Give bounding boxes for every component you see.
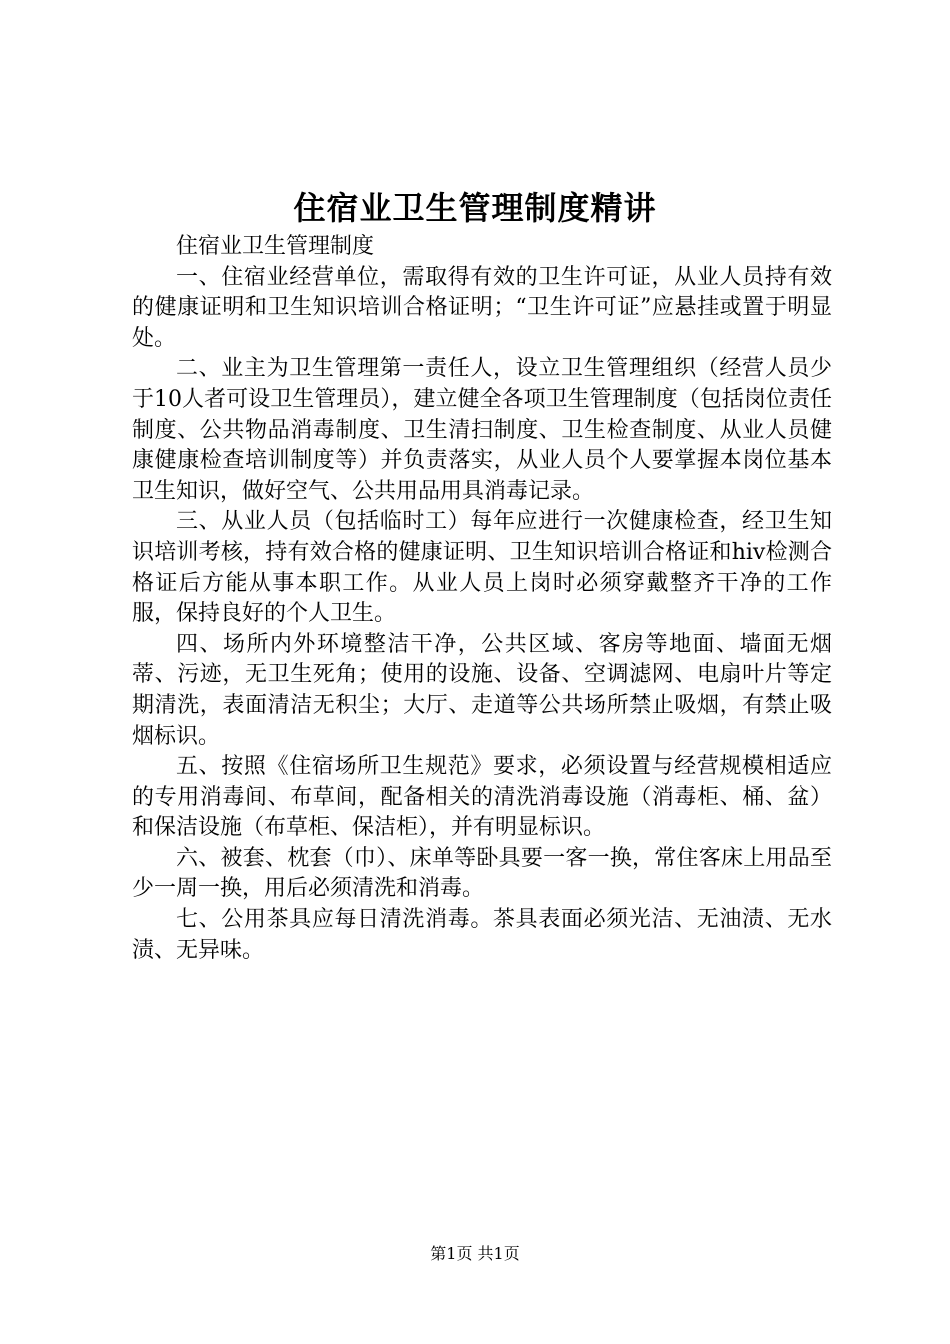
- paragraph-2: 二、业主为卫生管理第一责任人，设立卫生管理组织（经营人员少于10人者可设卫生管理员），建立健全各项卫生管理制度（包括岗位责任制度、公共物品消毒制度、卫生清扫制度、卫生检查制度、从业人员健康健康检查培训制度等）并负责落实，从业人员个人要掌握本岗位基本卫生知识，做好空气、公共用品用具消毒记录。: [132, 356, 832, 504]
- paragraph-5: 五、按照《住宿场所卫生规范》要求，必须设置与经营规模相适应的专用消毒间、布草间，配备相关的清洗消毒设施（消毒柜、桶、盆）和保洁设施（布草柜、保洁柜），并有明显标识。: [132, 754, 832, 841]
- paragraph-7: 七、公用茶具应每日清洗消毒。茶具表面必须光洁、无油渍、无水渍、无异味。: [132, 907, 832, 963]
- page-footer: 第1页 共1页: [430, 1244, 520, 1263]
- paragraph-4: 四、场所内外环境整洁干净，公共区域、客房等地面、墙面无烟蒂、污迹，无卫生死角；使用的设施、设备、空调滤网、电扇叶片等定期清洗，表面清洁无积尘；大厅、走道等公共场所禁止吸烟，有禁止吸烟标识。: [132, 631, 832, 749]
- paragraph-3: 三、从业人员（包括临时工）每年应进行一次健康检查，经卫生知识培训考核，持有效合格的健康证明、卫生知识培训合格证和hiv检测合格证后方能从事本职工作。从业人员上岗时必须穿戴整齐干净的工作服，保持良好的个人卫生。: [132, 509, 832, 627]
- document-subtitle: 住宿业卫生管理制度: [176, 234, 375, 259]
- paragraph-1: 一、住宿业经营单位，需取得有效的卫生许可证，从业人员持有效的健康证明和卫生知识培训合格证明；“卫生许可证”应悬挂或置于明显处。: [132, 264, 832, 351]
- document-body: [132, 232, 832, 966]
- paragraph-6: 六、被套、枕套（巾）、床单等卧具要一客一换，常住客床上用品至少一周一换，用后必须清洗和消毒。: [132, 845, 832, 902]
- document-title: 住宿业卫生管理制度精讲: [293, 189, 657, 227]
